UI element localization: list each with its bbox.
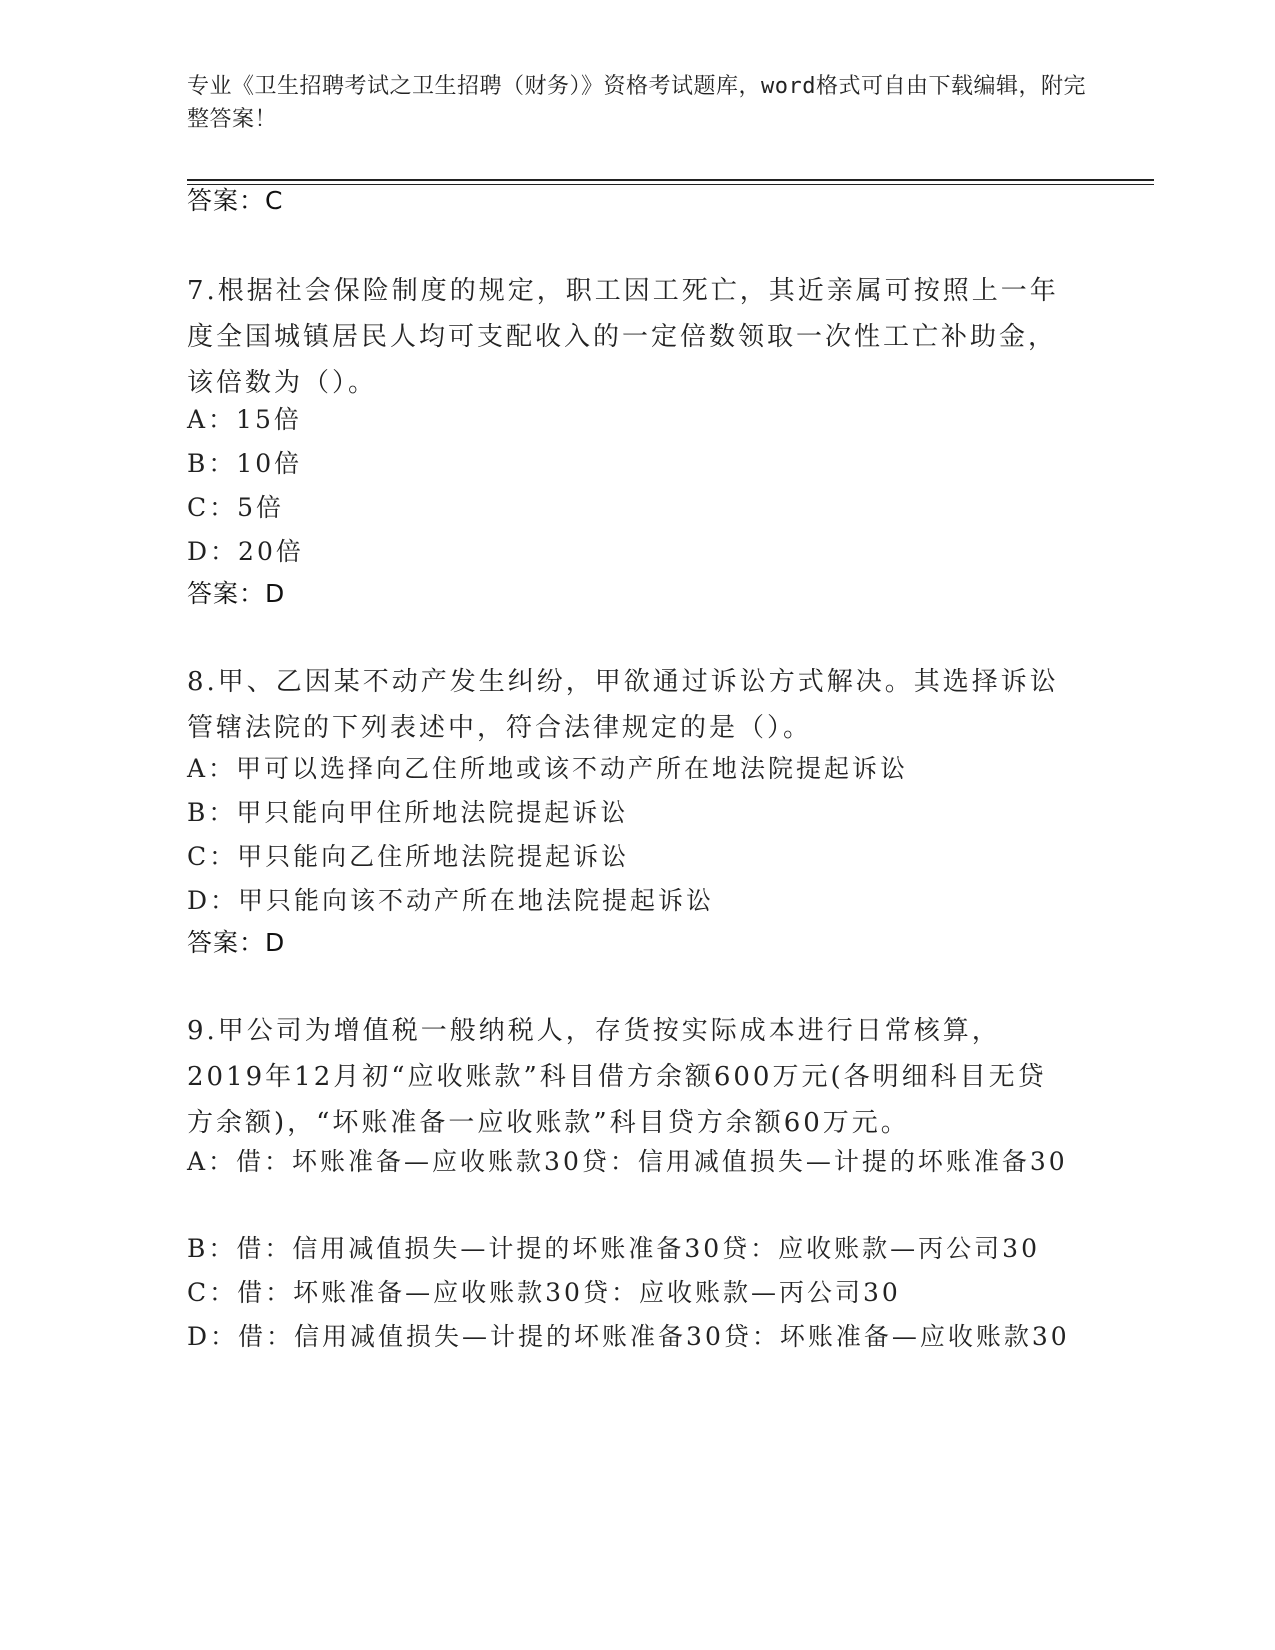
question-7-option-a: A：15倍	[187, 405, 302, 434]
document-header: 专业《卫生招聘考试之卫生招聘（财务）》资格考试题库，word格式可自由下载编辑，附完整答案！	[187, 74, 1086, 132]
question-8-option-d: D：甲只能向该不动产所在地法院提起诉讼	[187, 886, 715, 915]
question-9-option-d: D：借：信用减值损失—计提的坏账准备30贷：坏账准备—应收账款30	[187, 1322, 1070, 1351]
question-9-option-b: B：借：信用减值损失—计提的坏账准备30贷：应收账款—丙公司30	[187, 1234, 1040, 1263]
question-7-stem: 7.根据社会保险制度的规定，职工因工死亡，其近亲属可按照上一年度全国城镇居民人均可支配收入的一定倍数领取一次性工亡补助金，该倍数为（）。	[187, 276, 1059, 398]
question-9-option-c: C：借：坏账准备—应收账款30贷：应收账款—丙公司30	[187, 1278, 901, 1307]
previous-answer: 答案：C	[187, 186, 284, 215]
question-8-option-b: B：甲只能向甲住所地法院提起诉讼	[187, 798, 629, 827]
question-8-option-c: C：甲只能向乙住所地法院提起诉讼	[187, 842, 630, 871]
header-divider-thin	[187, 184, 1154, 185]
question-7-option-b: B：10倍	[187, 449, 303, 478]
question-7-option-d: D：20倍	[187, 537, 304, 566]
question-7-option-c: C：5倍	[187, 493, 285, 522]
question-8-answer: 答案：D	[187, 928, 286, 957]
header-divider-thick	[187, 179, 1154, 181]
question-8-stem: 8.甲、乙因某不动产发生纠纷，甲欲通过诉讼方式解决。其选择诉讼管辖法院的下列表述中，符合法律规定的是（）。	[187, 667, 1059, 743]
question-7-answer: 答案：D	[187, 579, 286, 608]
question-8-option-a: A：甲可以选择向乙住所地或该不动产所在地法院提起诉讼	[187, 754, 909, 783]
question-9-option-a: A：借：坏账准备—应收账款30贷：信用减值损失—计提的坏账准备30	[187, 1147, 1068, 1176]
question-9-stem: 9.甲公司为增值税一般纳税人，存货按实际成本进行日常核算，2019年12月初“应收账款”科目借方余额600万元(各明细科目无贷方余额)，“坏账准备一应收账款”科目贷方余额60万元。	[187, 1016, 1047, 1138]
